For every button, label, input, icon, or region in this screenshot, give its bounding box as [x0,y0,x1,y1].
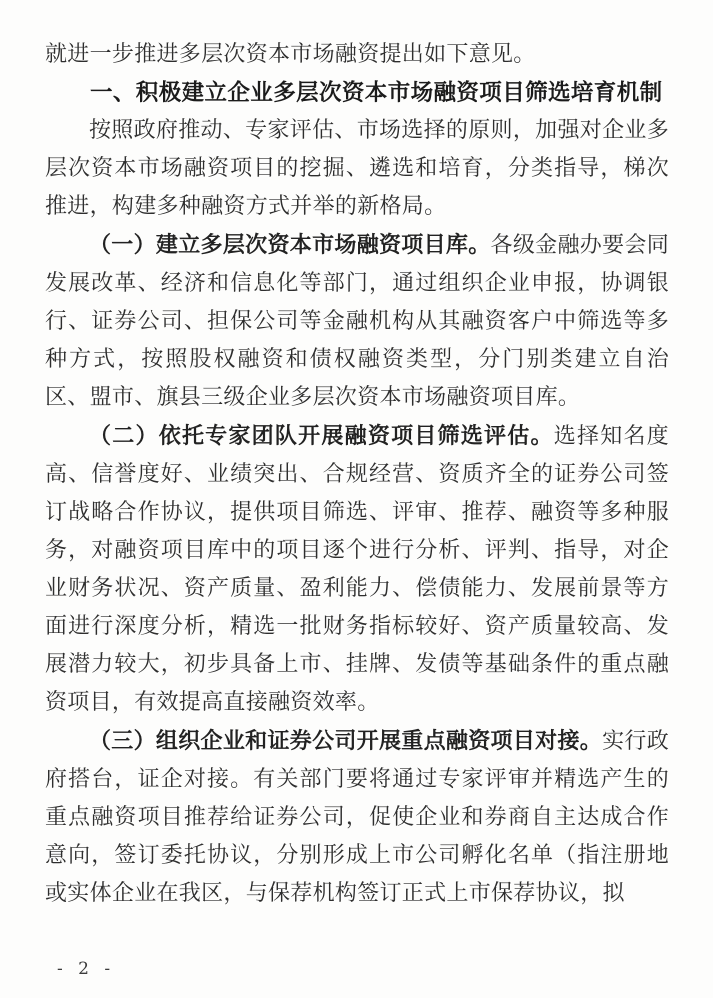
page-number: - 2 - [57,959,116,979]
opening-paragraph: 按照政府推动、专家评估、市场选择的原则，加强对企业多层次资本市场融资项目的挖掘、遴选和培育，分类指导，梯次推进，构建多种融资方式并举的新格局。 [45,118,669,219]
item-3-body: 实行政府搭台，证企对接。有关部门要将通过专家评审并精选产生的重点融资项目推荐给证券公司，促使企业和券商自主达成合作意向，签订委托协议，分别形成上市公司孵化名单（指注册地或实体企业在我区，与保荐机构签订正式上市保荐协议，拟 [45,729,669,906]
section-heading: 一、积极建立企业多层次资本市场融资项目筛选培育机制 [90,80,663,106]
item-paragraph-2 [45,417,669,722]
item-paragraph-1 [45,226,669,417]
item-1-body: 各级金融办要会同发展改革、经济和信息化等部门，通过组织企业申报，协调银行、证券公司、担保公司等金融机构从其融资客户中筛选等多种方式，按照股权融资和债权融资类型，分门别类建立自治区、盟市、旗县三级企业多层次资本市场融资项目库。 [45,233,670,410]
intro-continuation-line: 就进一步推进多层次资本市场融资提出如下意见。 [45,42,536,67]
document-text-body [45,36,669,913]
item-2-lead: （二）依托专家团队开展融资项目筛选评估。 [89,423,554,449]
item-paragraph-3 [45,722,669,913]
item-3-lead: （三）组织企业和证券公司开展重点融资项目对接。 [89,728,603,754]
item-2-body: 选择知名度高、信誉度好、业绩突出、合规经营、资质齐全的证券公司签订战略合作协议，提供项目筛选、评审、推荐、融资等多种服务，对融资项目库中的项目逐个进行分析、评判、指导，对企业财务状况、资产质量、盈利能力、偿债能力、发展前景等方面进行深度分析，精选一批财务指标较好、资产质量较高、发展潜力较大，初步具备上市、挂牌、发债等基础条件的重点融资项目，有效提高直接融资效率。 [45,424,669,715]
item-1-lead: （一）建立多层次资本市场融资项目库。 [89,232,491,258]
